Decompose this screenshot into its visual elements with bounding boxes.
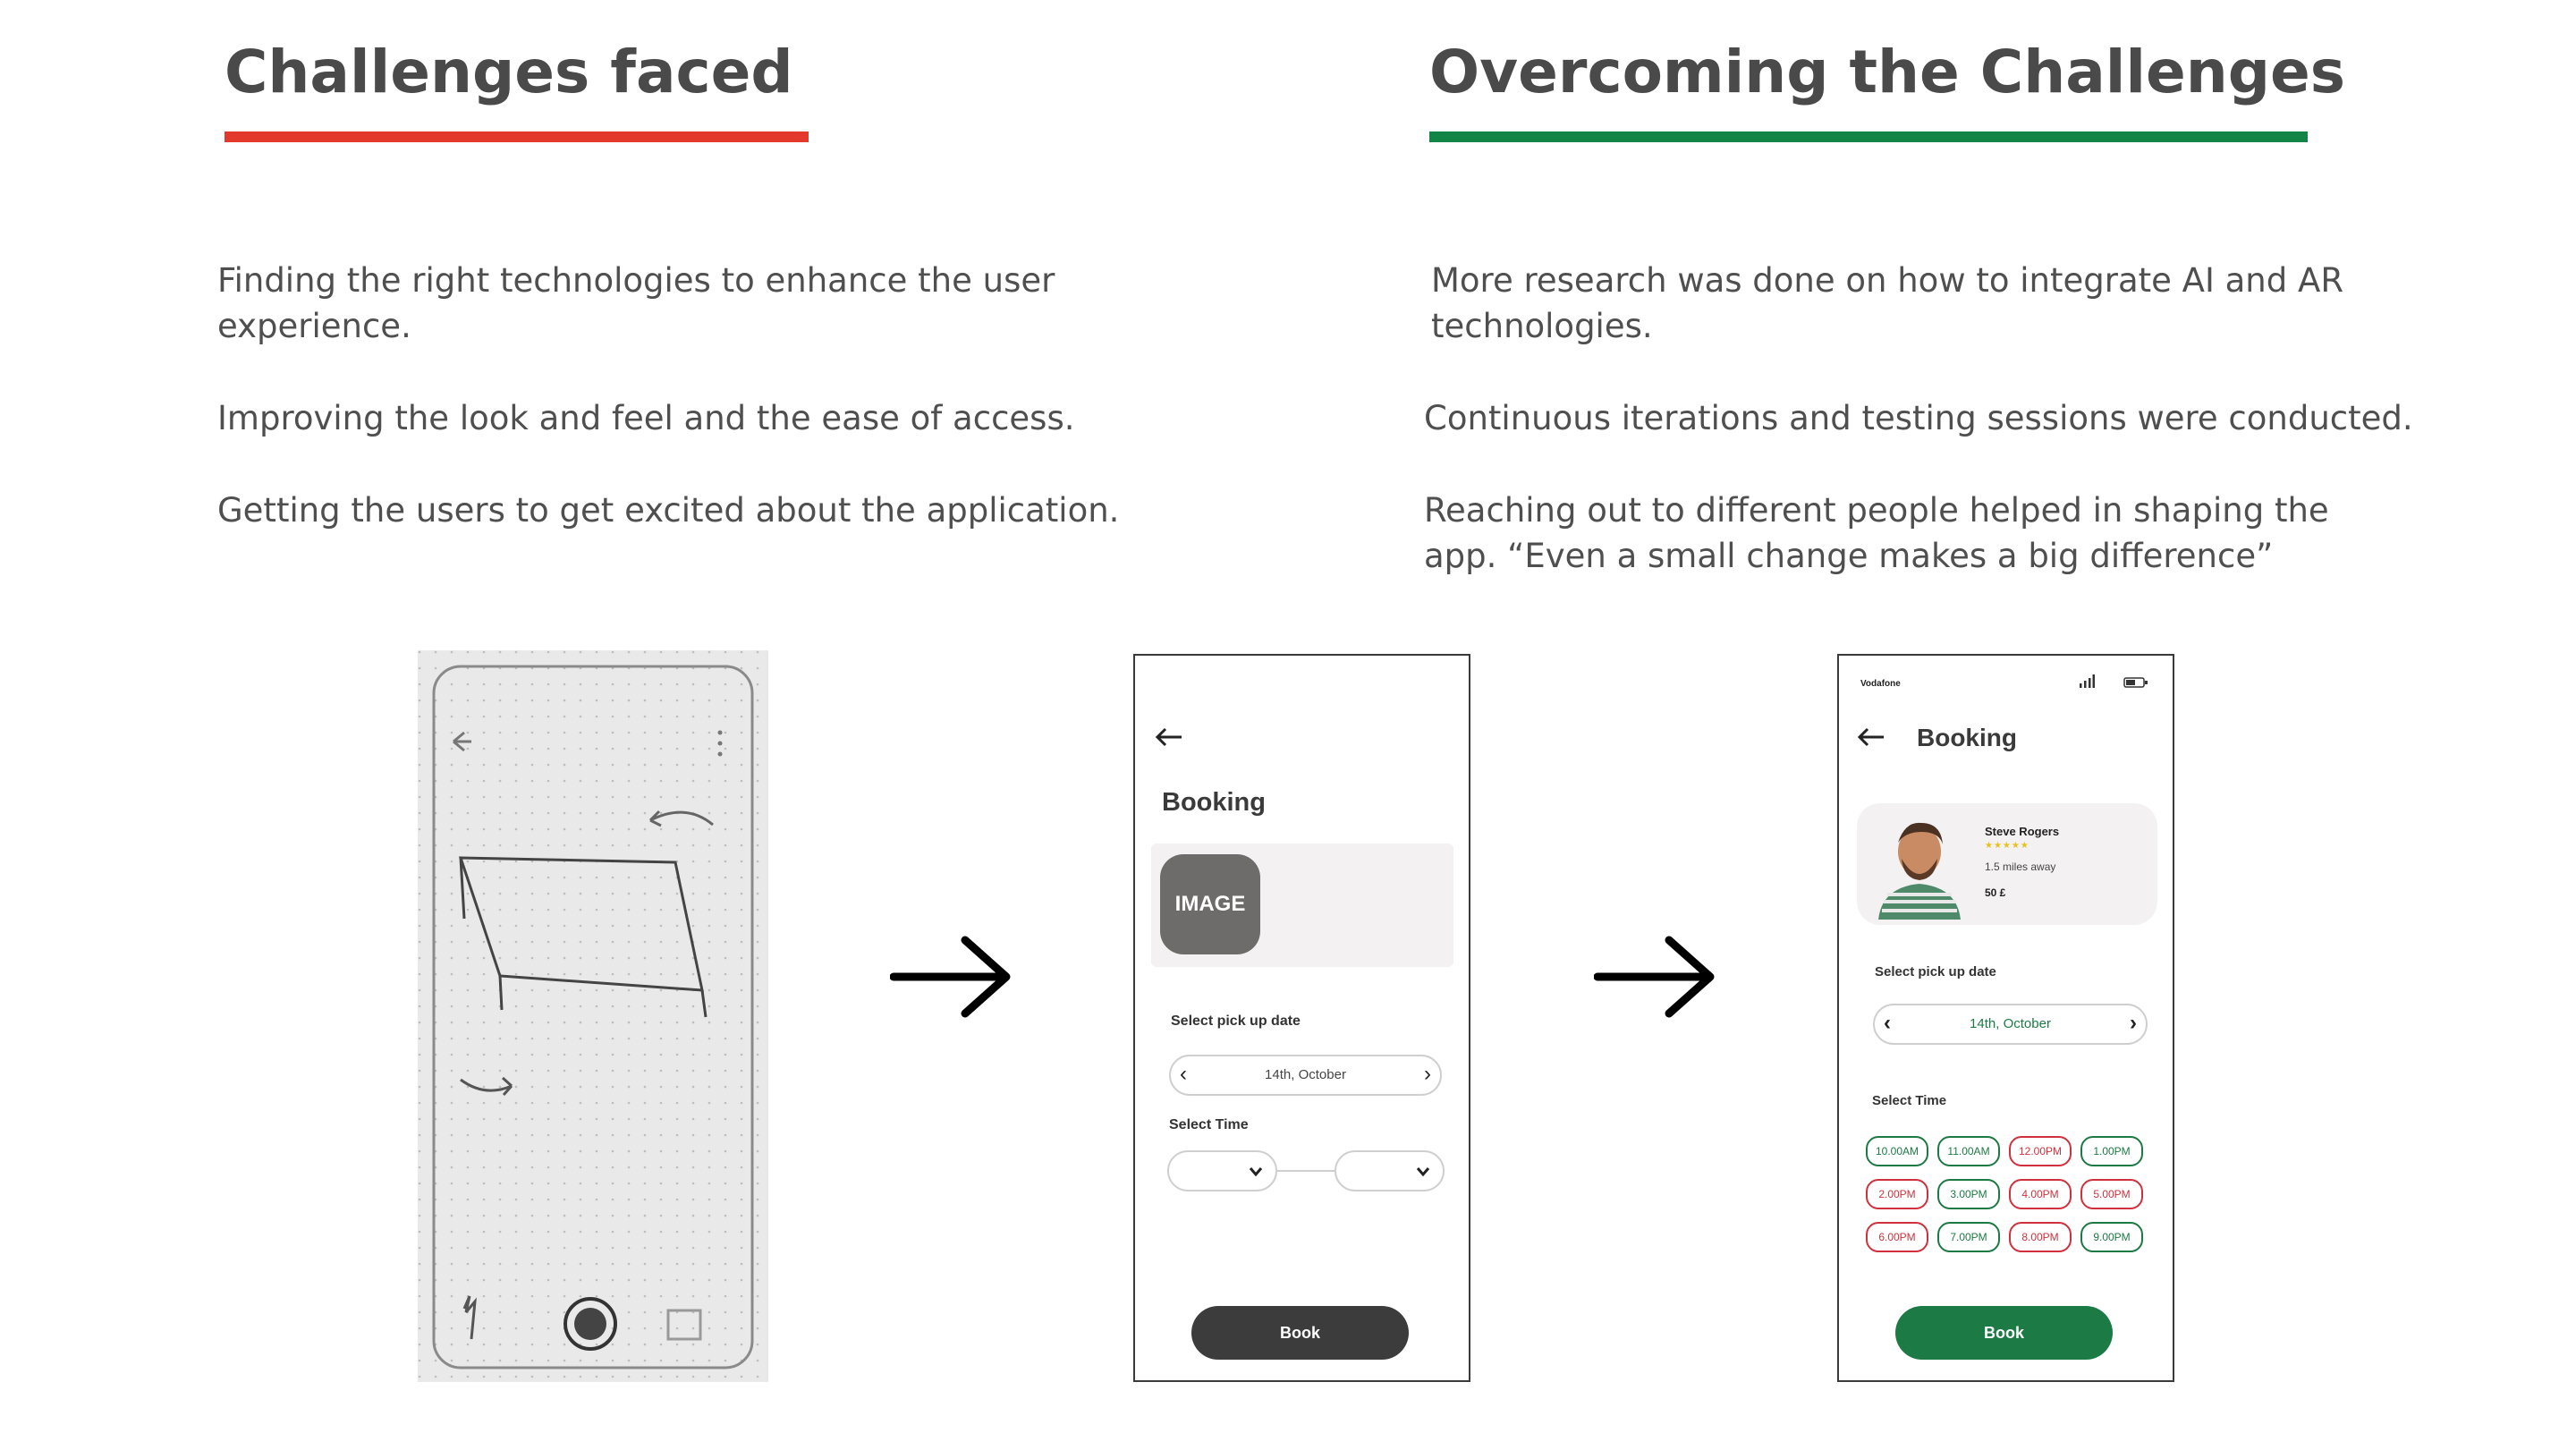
challenges-underline bbox=[225, 131, 809, 142]
listing-card[interactable] bbox=[1151, 844, 1453, 967]
time-slot[interactable]: 7.00PM bbox=[1937, 1222, 2000, 1252]
wireframe-phone bbox=[1133, 654, 1470, 1382]
provider-card[interactable] bbox=[1857, 803, 2157, 925]
book-button[interactable]: Book bbox=[1191, 1306, 1409, 1360]
date-label: Select pick up date bbox=[1875, 964, 1996, 979]
provider-name: Steve Rogers bbox=[1985, 825, 2060, 838]
solution-2: Continuous iterations and testing sessions were conducted. bbox=[1424, 399, 2413, 437]
time-slot[interactable]: 4.00PM bbox=[2009, 1179, 2072, 1209]
time-slot[interactable]: 11.00AM bbox=[1937, 1136, 2000, 1166]
battery-icon bbox=[2123, 677, 2148, 688]
time-slot[interactable]: 6.00PM bbox=[1866, 1222, 1928, 1252]
time-slot[interactable]: 10.00AM bbox=[1866, 1136, 1928, 1166]
time-slot-grid bbox=[1866, 1136, 2152, 1270]
provider-distance: 1.5 miles away bbox=[1985, 861, 2056, 873]
chevron-down-icon bbox=[1416, 1166, 1430, 1177]
chevron-left-icon[interactable]: ‹ bbox=[1884, 1011, 1891, 1035]
date-value: 14th, October bbox=[1265, 1067, 1346, 1082]
time-label: Select Time bbox=[1872, 1093, 1947, 1108]
time-slot[interactable]: 1.00PM bbox=[2080, 1136, 2143, 1166]
overcoming-heading: Overcoming the Challenges bbox=[1429, 38, 2346, 106]
time-slot[interactable]: 12.00PM bbox=[2009, 1136, 2072, 1166]
challenges-heading: Challenges faced bbox=[225, 38, 793, 106]
carrier-name: Vodafone bbox=[1860, 679, 1901, 689]
wireframe-title: Booking bbox=[1162, 788, 1266, 817]
avatar bbox=[1869, 812, 1970, 920]
back-arrow-icon[interactable] bbox=[1155, 727, 1183, 747]
rating-stars: ★★★★★ bbox=[1985, 841, 2029, 851]
book-button[interactable]: Book bbox=[1895, 1306, 2113, 1360]
solution-3: Reaching out to different people helped in shaping the app. “Even a small change makes a big difference” bbox=[1424, 491, 2329, 575]
time-label: Select Time bbox=[1169, 1117, 1249, 1132]
chevron-right-icon[interactable]: › bbox=[2130, 1011, 2137, 1035]
date-value: 14th, October bbox=[1970, 1016, 2051, 1031]
chevron-right-icon[interactable]: › bbox=[1424, 1062, 1431, 1086]
overcoming-underline bbox=[1429, 131, 2308, 142]
challenge-2: Improving the look and feel and the ease of access. bbox=[217, 399, 1075, 437]
signal-icon bbox=[2079, 674, 2095, 688]
date-selector[interactable] bbox=[1169, 1055, 1442, 1096]
chevron-down-icon bbox=[1249, 1166, 1263, 1177]
image-placeholder: IMAGE bbox=[1160, 854, 1260, 954]
challenge-1: Finding the right technologies to enhance the user experience. bbox=[217, 261, 1055, 345]
date-selector[interactable] bbox=[1873, 1004, 2148, 1045]
time-slot[interactable]: 2.00PM bbox=[1866, 1179, 1928, 1209]
provider-price: 50 £ bbox=[1985, 886, 2006, 899]
sketch-drawing bbox=[418, 650, 768, 1382]
time-range-connector bbox=[1277, 1170, 1335, 1172]
final-phone bbox=[1837, 654, 2174, 1382]
solution-1: More research was done on how to integrate AI and AR technologies. bbox=[1431, 261, 2344, 345]
chevron-left-icon[interactable]: ‹ bbox=[1180, 1062, 1187, 1086]
time-slot[interactable]: 5.00PM bbox=[2080, 1179, 2143, 1209]
time-start-dropdown[interactable] bbox=[1167, 1150, 1277, 1191]
time-slot[interactable]: 3.00PM bbox=[1937, 1179, 2000, 1209]
challenge-3: Getting the users to get excited about the application. bbox=[217, 491, 1120, 530]
back-arrow-icon[interactable] bbox=[1857, 727, 1885, 747]
arrow-right-icon bbox=[890, 935, 1015, 1020]
paper-sketch bbox=[418, 650, 768, 1382]
final-title: Booking bbox=[1917, 724, 2017, 751]
time-end-dropdown[interactable] bbox=[1335, 1150, 1445, 1191]
date-label: Select pick up date bbox=[1171, 1013, 1301, 1029]
time-slot[interactable]: 9.00PM bbox=[2080, 1222, 2143, 1252]
time-slot[interactable]: 8.00PM bbox=[2009, 1222, 2072, 1252]
arrow-right-icon bbox=[1594, 935, 1719, 1020]
